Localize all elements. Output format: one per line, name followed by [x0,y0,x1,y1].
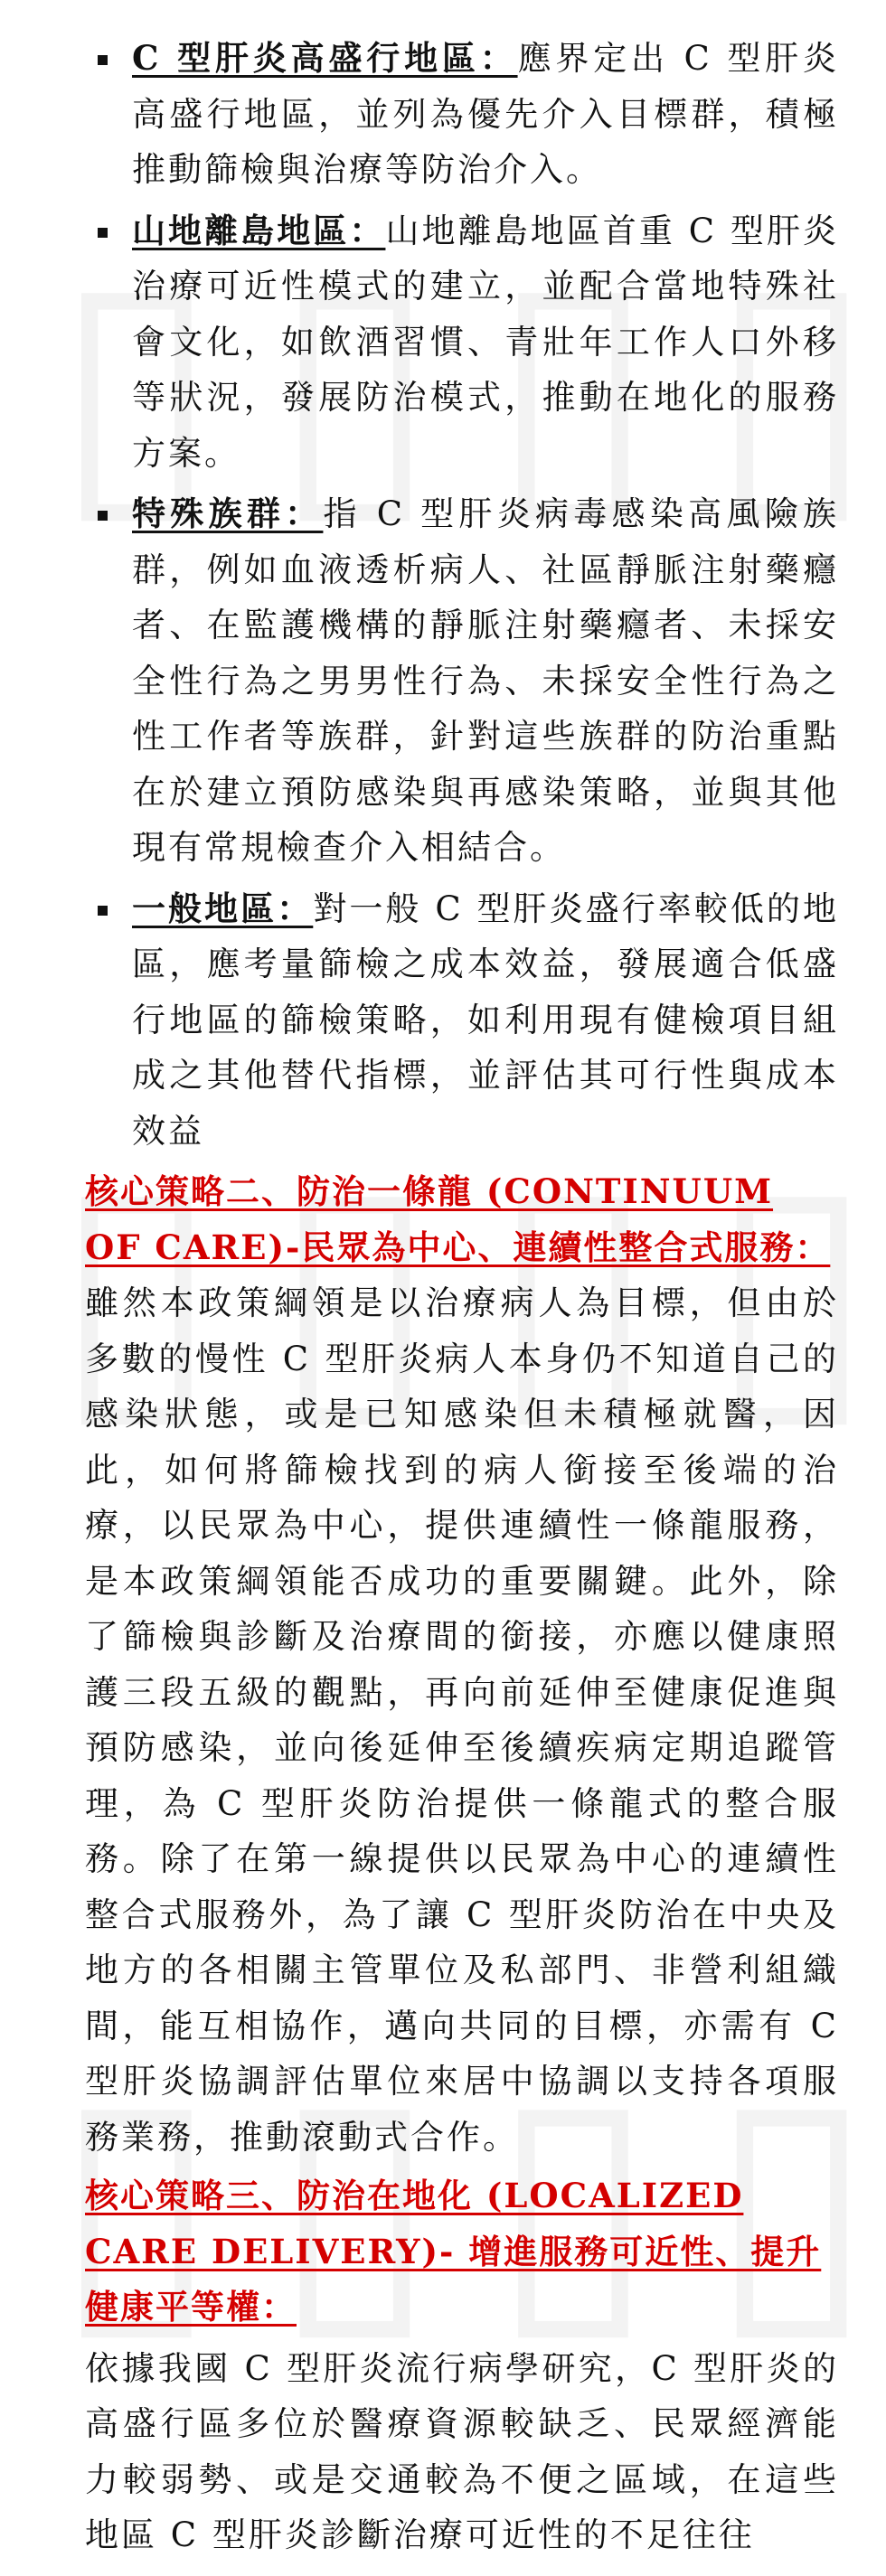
bullet-item-special-groups [98,486,839,876]
bullet-text: 指 C 型肝炎病毒感染高風險族群，例如血液透析病人、社區靜脈注射藥癮者、在監護機構的靜脈注射藥癮者、未採安全性行為之男男性行為、未採安全性行為之性工作者等族群，針對這些族群的防治重點在於建立預防感染與再感染策略，並與其他現有常規檢查介入相結合。 [132,494,839,867]
square-bullet-icon [98,906,108,916]
bullet-paragraph [132,203,839,482]
bullet-term: 一般地區： [132,888,314,928]
strategy-three-body: 依據我國 C 型肝炎流行病學研究，C 型肝炎的高盛行區多位於醫療資源較缺乏、民眾經濟能力較弱勢、或是交通較為不便之區域，在這些地區 C 型肝炎診斷治療可近性的不足往往 [85,2348,839,2554]
bullet-item-mountain-island [98,203,839,482]
bullet-item-general-areas [98,881,839,1160]
square-bullet-icon [98,228,108,238]
bullet-term: C 型肝炎高盛行地區： [132,38,518,78]
square-bullet-icon [98,55,108,65]
strategy-two-section [85,1164,839,2165]
square-bullet-icon [98,511,108,521]
bullet-term: 特殊族群： [132,494,324,533]
bullet-text: 對一般 C 型肝炎盛行率較低的地區，應考量篩檢之成本效益，發展適合低盛行地區的篩檢策略，如利用現有健檢項目組成之其他替代指標，並評估其可行性與成本效益 [132,888,839,1151]
bullet-paragraph [132,881,839,1160]
bullet-text: 應界定出 C 型肝炎高盛行地區，並列為優先介入目標群，積極推動篩檢與治療等防治介入。 [132,39,839,189]
bullet-text: 山地離島地區首重 C 型肝炎治療可近性模式的建立，並配合當地特殊社會文化，如飲酒習慣、青壯年工作人口外移等狀況，發展防治模式，推動在地化的服務方案。 [132,211,839,473]
bullet-paragraph [132,486,839,876]
bullet-term: 山地離島地區： [132,210,386,250]
bullet-item-high-prevalence [98,31,839,198]
bullet-paragraph [132,31,839,198]
region-bullet-list [98,31,839,1159]
strategy-three-heading: 核心策略三、防治在地化 (LOCALIZED CARE DELIVERY)- 增進服務可近性、提升健康平等權： [85,2176,822,2327]
strategy-two-body: 雖然本政策綱領是以治療病人為目標，但由於多數的慢性 C 型肝炎病人本身仍不知道自己的感染狀態，或是已知感染但未積極就醫，因此，如何將篩檢找到的病人銜接至後端的治療，以民眾為中心，提供連續性一條龍服務，是本政策綱領能否成功的重要關鍵。此外，除了篩檢與診斷及治療間的銜接，亦應以健康照護三段五級的觀點，再向前延伸至健康促進與預防感染，並向後延伸至後續疾病定期追蹤管理，為 C 型肝炎防治提供一條龍式的整合服務。除了在第一線提供以民眾為中心的連續性整合式服務外，為了讓 C 型肝炎防治在中央及地方的各相關主管單位及私部門、非營利組織間，能互相協作，邁向共同的目標，亦需有 C 型肝炎協調評估單位來居中協調以支持各項服務業務，推動滾動式合作。 [85,1283,839,2157]
strategy-two-heading: 核心策略二、防治一條龍 (CONTINUUM OF CARE)-民眾為中心、連續性整合式服務： [85,1171,831,1267]
strategy-three-section [85,2168,839,2563]
